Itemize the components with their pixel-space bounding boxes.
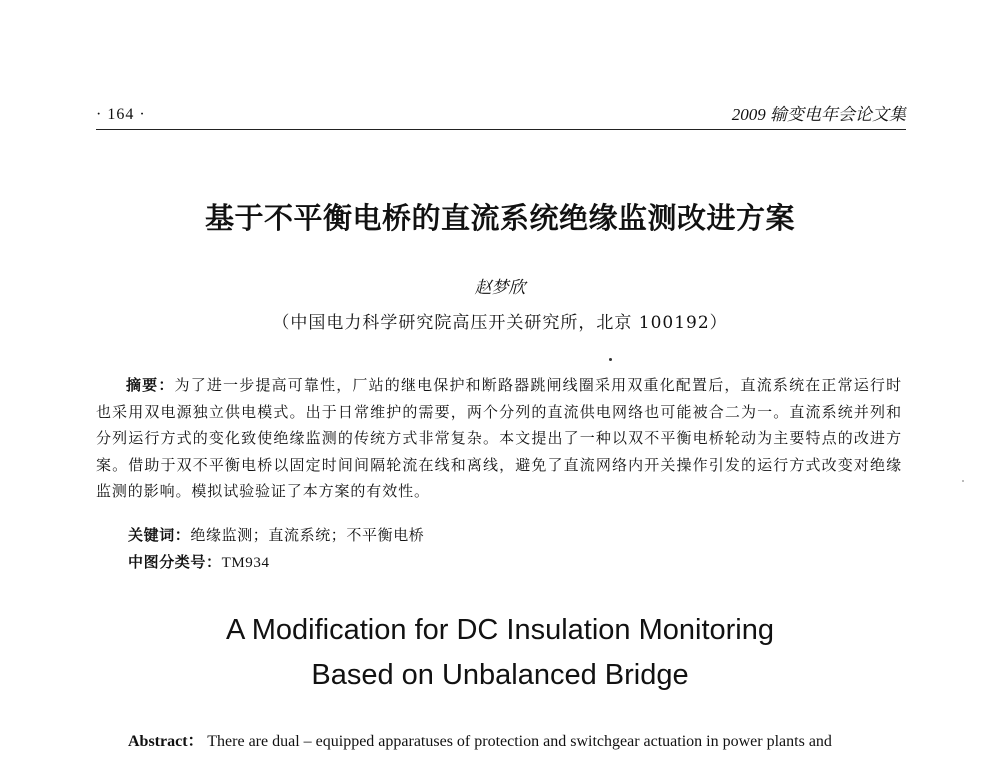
paper-title-cn: 基于不平衡电桥的直流系统绝缘监测改进方案 bbox=[204, 201, 795, 235]
page-header bbox=[96, 104, 906, 130]
abstract-cn bbox=[96, 372, 902, 505]
keywords-label: 关键词： bbox=[128, 526, 191, 544]
scan-speck-edge bbox=[962, 480, 964, 482]
classification-code: TM934 bbox=[221, 555, 270, 571]
paper-title-en-line2: Based on Unbalanced Bridge bbox=[311, 659, 689, 691]
paper-title-en-line1: A Modification for DC Insulation Monitoring bbox=[225, 614, 775, 646]
keywords-line bbox=[128, 523, 902, 547]
abstract-cn-label: 摘要： bbox=[126, 376, 175, 394]
author-name: 赵梦欣 bbox=[474, 278, 526, 298]
header-rule bbox=[96, 129, 906, 130]
keywords-text: 绝缘监测；直流系统；不平衡电桥 bbox=[190, 526, 425, 544]
classification-label: 中图分类号： bbox=[128, 553, 222, 571]
classification-line bbox=[128, 550, 902, 575]
abstract-en-text: There are dual – equipped apparatuses of protection and switchgear actuation in power plants and bbox=[207, 733, 832, 750]
abstract-en-label: Abstract： bbox=[128, 733, 204, 750]
scan-speck bbox=[609, 358, 612, 361]
journal-name: 2009 输变电年会论文集 bbox=[731, 105, 906, 124]
abstract-en bbox=[128, 731, 908, 753]
author-affiliation: （中国电力科学研究院高压开关研究所，北京 100192） bbox=[272, 313, 728, 333]
abstract-cn-text: 为了进一步提高可靠性，厂站的继电保护和断路器跳闸线圈采用双重化配置后，直流系统在正常运行时也采用双电源独立供电模式。出于日常维护的需要，两个分列的直流供电网络也可能被合二为一。直流系统并列和分列运行方式的变化致使绝缘监测的传统方式非常复杂。本文提出了一种以双不平衡电桥轮动为主要特点的改进方案。借助于双不平衡电桥以固定时间间隔轮流在线和离线，避免了直流网络内开关操作引发的运行方式改变对绝缘监测的影响。模拟试验验证了本方案的有效性。 bbox=[96, 376, 903, 501]
page-number: · 164 · bbox=[96, 106, 146, 123]
